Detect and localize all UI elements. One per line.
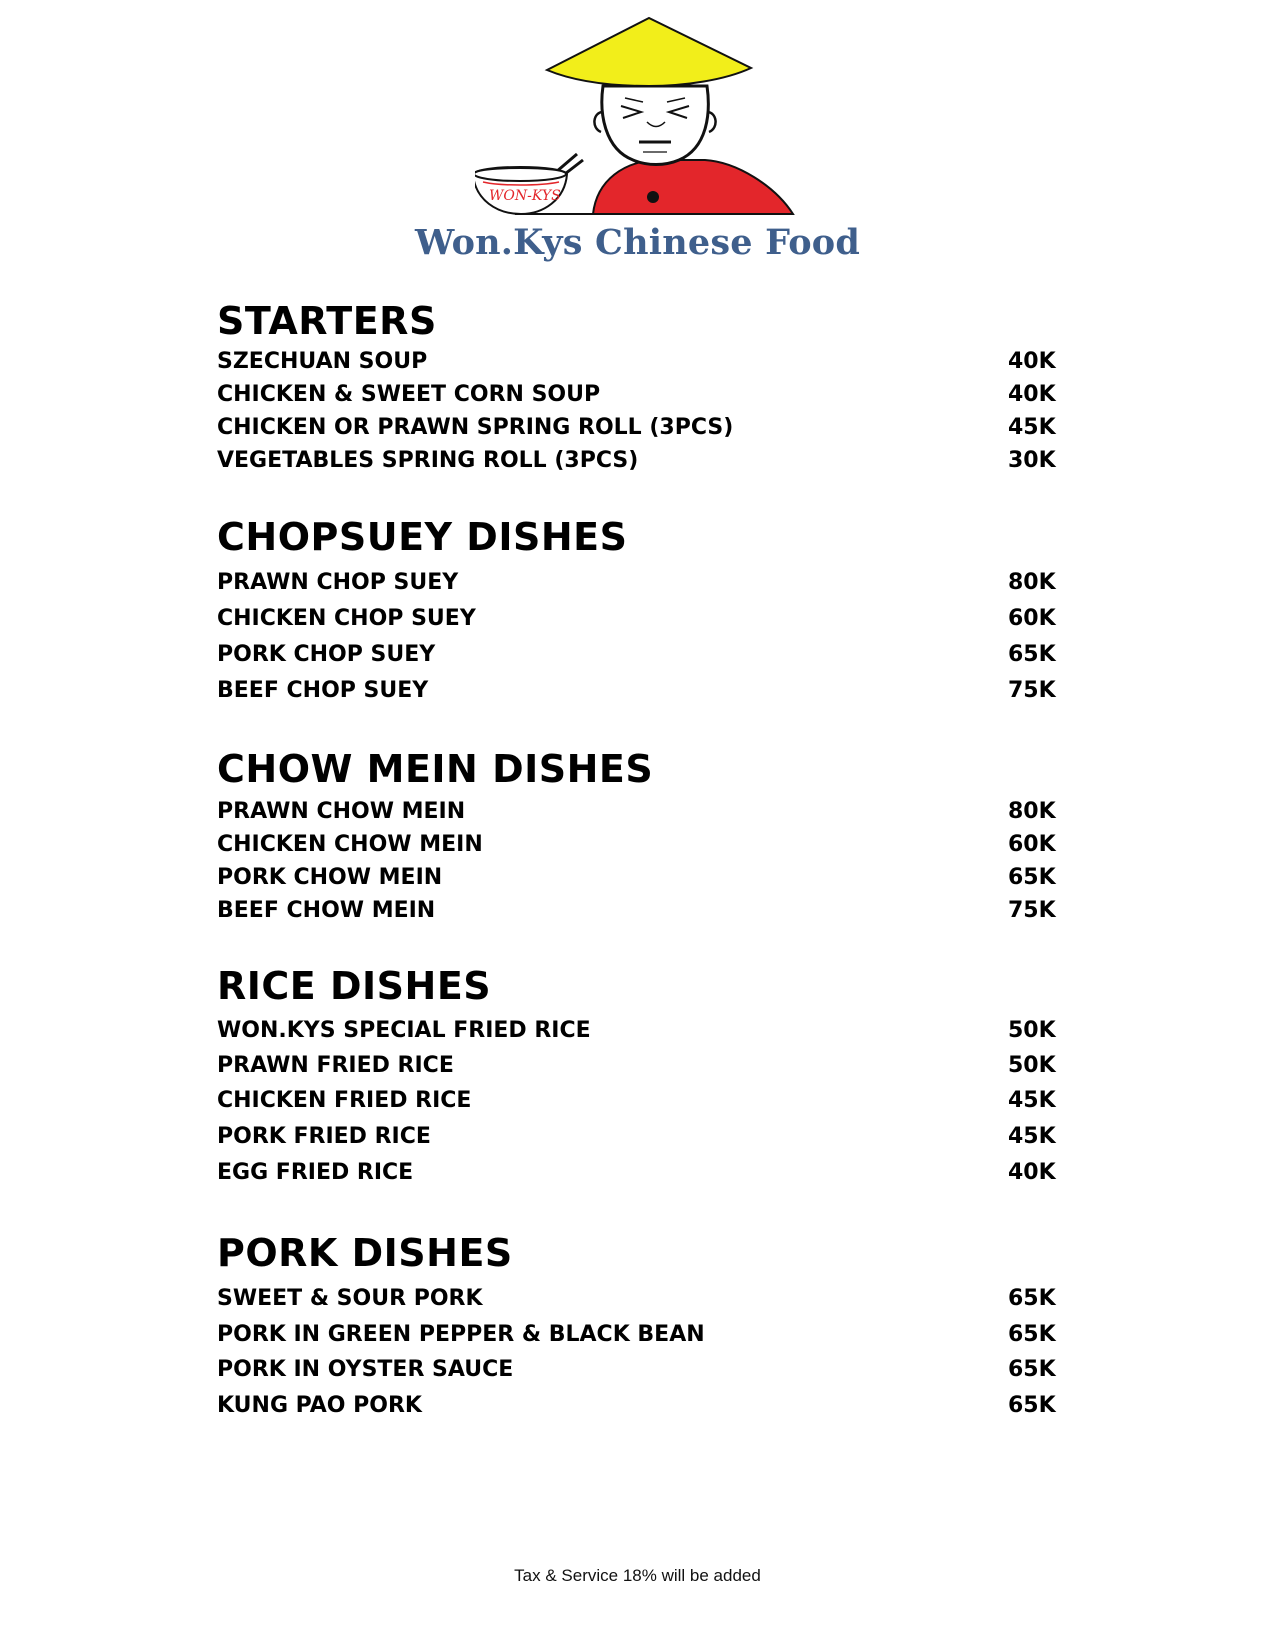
item-price: 45K xyxy=(1008,1088,1056,1113)
item-price: 80K xyxy=(1008,570,1056,595)
item-name: CHICKEN CHOW MEIN xyxy=(217,832,483,857)
section-title-rice: RICE DISHES xyxy=(217,964,492,1008)
brand-title: Won.Kys Chinese Food xyxy=(414,222,861,263)
menu-item xyxy=(217,830,1062,860)
item-name: EGG FRIED RICE xyxy=(217,1160,414,1185)
item-name: PRAWN FRIED RICE xyxy=(217,1053,454,1078)
item-name: PORK IN GREEN PEPPER & BLACK BEAN xyxy=(217,1322,705,1347)
item-name: KUNG PAO PORK xyxy=(217,1393,422,1418)
menu-item xyxy=(217,797,1062,827)
item-name: BEEF CHOW MEIN xyxy=(217,898,436,923)
menu-item xyxy=(217,1391,1062,1421)
item-price: 50K xyxy=(1008,1018,1056,1043)
item-name: PRAWN CHOP SUEY xyxy=(217,570,459,595)
menu-item xyxy=(217,1320,1062,1350)
item-price: 60K xyxy=(1008,606,1056,631)
item-price: 50K xyxy=(1008,1053,1056,1078)
menu-item xyxy=(217,446,1062,476)
menu-item xyxy=(217,863,1062,893)
item-name: PORK IN OYSTER SAUCE xyxy=(217,1357,514,1382)
item-price: 65K xyxy=(1008,1286,1056,1311)
item-price: 30K xyxy=(1008,448,1056,473)
item-name: CHICKEN & SWEET CORN SOUP xyxy=(217,382,601,407)
item-name: PORK FRIED RICE xyxy=(217,1124,431,1149)
item-name: SZECHUAN SOUP xyxy=(217,349,428,374)
item-price: 40K xyxy=(1008,382,1056,407)
menu-item xyxy=(217,1122,1062,1152)
menu-item xyxy=(217,604,1062,634)
menu-item xyxy=(217,1158,1062,1188)
menu-item xyxy=(217,347,1062,377)
item-name: PRAWN CHOW MEIN xyxy=(217,799,466,824)
item-name: CHICKEN CHOP SUEY xyxy=(217,606,476,631)
item-price: 80K xyxy=(1008,799,1056,824)
menu-item xyxy=(217,896,1062,926)
item-price: 65K xyxy=(1008,1393,1056,1418)
menu-item xyxy=(217,640,1062,670)
item-price: 40K xyxy=(1008,1160,1056,1185)
item-name: WON.KYS SPECIAL FRIED RICE xyxy=(217,1018,591,1043)
menu-item xyxy=(217,380,1062,410)
footer-tax-note: Tax & Service 18% will be added xyxy=(514,1566,761,1585)
item-price: 65K xyxy=(1008,1357,1056,1382)
item-name: PORK CHOP SUEY xyxy=(217,642,436,667)
item-name: BEEF CHOP SUEY xyxy=(217,678,429,703)
section-title-chow-mein: CHOW MEIN DISHES xyxy=(217,747,654,791)
item-price: 40K xyxy=(1008,349,1056,374)
section-title-pork: PORK DISHES xyxy=(217,1231,513,1275)
item-price: 65K xyxy=(1008,865,1056,890)
menu-item xyxy=(217,676,1062,706)
item-price: 75K xyxy=(1008,898,1056,923)
menu-item xyxy=(217,568,1062,598)
item-name: CHICKEN OR PRAWN SPRING ROLL (3PCS) xyxy=(217,415,734,440)
menu-item xyxy=(217,1284,1062,1314)
item-price: 65K xyxy=(1008,642,1056,667)
item-price: 75K xyxy=(1008,678,1056,703)
menu-item xyxy=(217,1051,1062,1081)
section-title-starters: STARTERS xyxy=(217,299,437,343)
menu-item xyxy=(217,1355,1062,1385)
section-title-chopsuey: CHOPSUEY DISHES xyxy=(217,515,628,559)
item-price: 60K xyxy=(1008,832,1056,857)
item-name: SWEET & SOUR PORK xyxy=(217,1286,483,1311)
item-name: CHICKEN FRIED RICE xyxy=(217,1088,472,1113)
item-price: 45K xyxy=(1008,1124,1056,1149)
item-name: PORK CHOW MEIN xyxy=(217,865,443,890)
logo-bowl-text: WON-KYS xyxy=(489,188,561,204)
menu-item xyxy=(217,1086,1062,1116)
item-price: 45K xyxy=(1008,415,1056,440)
item-name: VEGETABLES SPRING ROLL (3PCS) xyxy=(217,448,639,473)
item-price: 65K xyxy=(1008,1322,1056,1347)
menu-item xyxy=(217,413,1062,443)
menu-item xyxy=(217,1016,1062,1046)
